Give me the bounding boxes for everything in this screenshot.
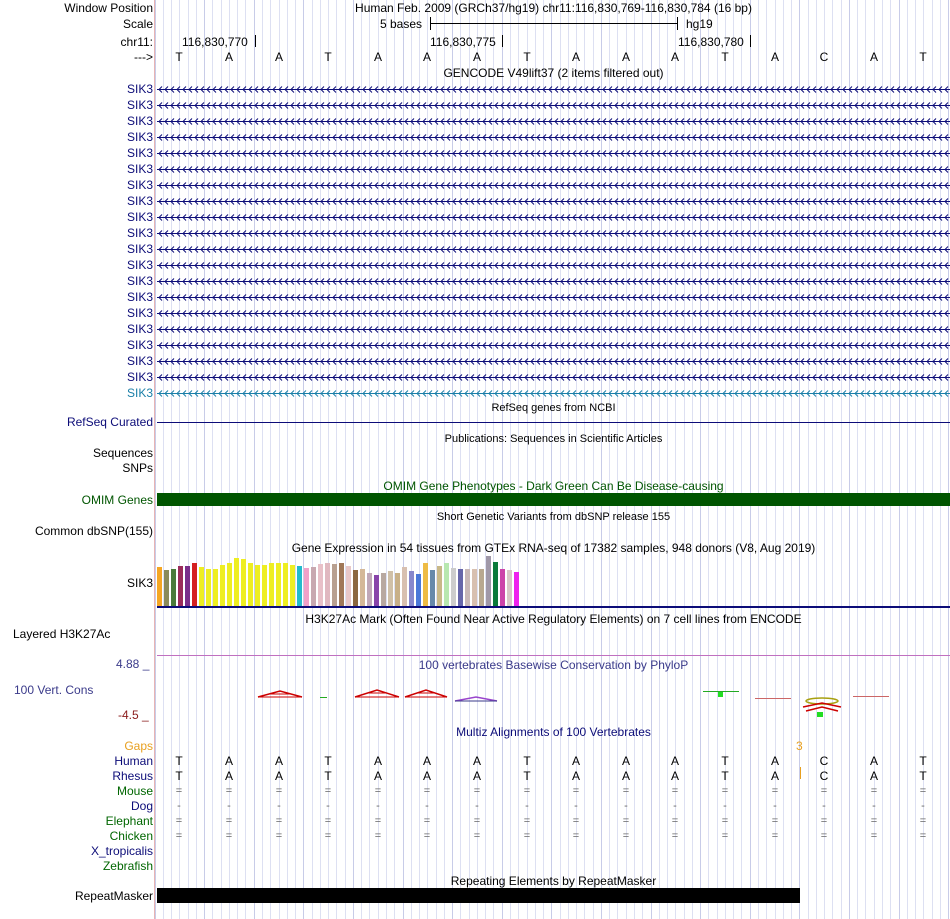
multiz-base: T [721,769,729,783]
multiz-base: - [872,800,876,812]
gencode-gene-label[interactable]: SIK3 [126,130,153,144]
reference-base: T [324,50,332,64]
multiz-base: A [571,754,580,768]
gencode-track-title: GENCODE V49lift37 (2 items filtered out) [443,66,664,80]
multiz-species-label[interactable]: Human [114,754,153,768]
multiz-base: - [673,800,677,812]
repeatmasker-track-title: Repeating Elements by RepeatMasker [450,874,657,888]
gencode-gene-label[interactable]: SIK3 [126,162,153,176]
multiz-base: - [574,800,578,812]
multiz-base: A [422,754,431,768]
chrom-label: chr11: [120,35,153,49]
reference-base: A [571,50,580,64]
multiz-gaps-count: 3 [796,739,803,753]
multiz-base: A [869,769,878,783]
multiz-base: - [624,800,628,812]
multiz-base: = [225,815,233,827]
multiz-base: = [771,815,779,827]
refseq-track-title: RefSeq genes from NCBI [491,402,616,414]
publications-track-title: Publications: Sequences in Scientific Articles [444,433,663,445]
multiz-base: = [771,785,779,797]
multiz-base: A [422,769,431,783]
multiz-base: = [225,785,233,797]
multiz-base: A [472,754,481,768]
gencode-gene-label[interactable]: SIK3 [126,306,153,320]
multiz-base: - [326,800,330,812]
reference-base: T [175,50,183,64]
gencode-gene-label[interactable]: SIK3 [126,242,153,256]
multiz-base: = [423,785,431,797]
multiz-track-title: Multiz Alignments of 100 Vertebrates [456,725,651,739]
multiz-base: T [721,754,729,768]
multiz-base: = [572,830,580,842]
multiz-gap-marker [800,767,801,779]
gtex-track-label[interactable]: SIK3 [126,576,153,590]
reference-base: A [670,50,679,64]
multiz-base: = [275,815,283,827]
multiz-base: = [671,815,679,827]
multiz-base: = [225,830,233,842]
multiz-base: = [919,785,927,797]
gencode-gene-label[interactable]: SIK3 [126,178,153,192]
multiz-base: = [671,830,679,842]
multiz-base: = [523,815,531,827]
gencode-gene-label[interactable]: SIK3 [126,338,153,352]
multiz-base: - [277,800,281,812]
multiz-base: = [175,785,183,797]
reference-base: A [869,50,878,64]
multiz-base: = [523,830,531,842]
multiz-base: - [177,800,181,812]
multiz-base: A [621,754,630,768]
multiz-base: - [525,800,529,812]
h3k27ac-track-title: H3K27Ac Mark (Often Found Near Active Regulatory Elements) on 7 cell lines from ENCODE [305,612,802,626]
gencode-gene-label[interactable]: SIK3 [126,370,153,384]
multiz-base: - [723,800,727,812]
multiz-base: = [473,785,481,797]
reference-base: T [919,50,927,64]
multiz-base: T [175,769,183,783]
multiz-base: = [423,815,431,827]
multiz-base: T [175,754,183,768]
multiz-base: A [373,769,382,783]
reference-base: A [224,50,233,64]
multiz-base: - [376,800,380,812]
position-tick-3: 116,830,780 [678,35,744,49]
reference-base: A [422,50,431,64]
h3k27ac-track-label[interactable]: Layered H3K27Ac [13,627,111,641]
refseq-track-label[interactable]: RefSeq Curated [66,415,153,429]
gencode-gene-label[interactable]: SIK3 [126,226,153,240]
multiz-base: A [274,769,283,783]
gencode-gene-label[interactable]: SIK3 [126,146,153,160]
multiz-base: T [919,769,927,783]
multiz-base: = [374,815,382,827]
scale-label: Scale [122,17,153,31]
multiz-base: C [819,754,829,768]
multiz-base: T [324,754,332,768]
multiz-base: - [773,800,777,812]
repeatmasker-track-label[interactable]: RepeatMasker [74,889,153,903]
repeat-element-bar[interactable] [157,888,800,903]
gencode-gene-label[interactable]: SIK3 [126,82,153,96]
multiz-base: = [324,815,332,827]
multiz-base: A [621,769,630,783]
multiz-base: T [523,769,531,783]
multiz-base: = [572,785,580,797]
multiz-base: = [622,830,630,842]
multiz-base: = [671,785,679,797]
multiz-base: T [919,754,927,768]
reference-base: T [523,50,531,64]
reference-base: C [819,50,829,64]
multiz-base: = [374,785,382,797]
multiz-base: = [622,785,630,797]
gencode-gene-label[interactable]: SIK3 [126,210,153,224]
multiz-base: = [820,815,828,827]
reference-base: T [721,50,729,64]
multiz-base: A [869,754,878,768]
multiz-base: A [571,769,580,783]
reference-base: A [472,50,481,64]
multiz-base: - [425,800,429,812]
multiz-base: = [870,815,878,827]
strand-label: ---> [134,50,153,64]
scale-db: hg19 [686,17,713,31]
multiz-base: - [227,800,231,812]
multiz-base: A [224,769,233,783]
gencode-gene-label[interactable]: SIK3 [126,194,153,208]
gencode-gene-label[interactable]: SIK3 [126,274,153,288]
multiz-base: = [771,830,779,842]
gencode-gene-label[interactable]: SIK3 [126,386,153,400]
phylop-min-label: -4.5 _ [118,708,149,722]
multiz-base: A [770,754,779,768]
multiz-base: = [324,830,332,842]
multiz-base: = [721,830,729,842]
multiz-base: = [870,830,878,842]
multiz-base: = [622,815,630,827]
multiz-base: - [475,800,479,812]
reference-base: A [770,50,779,64]
multiz-species-label[interactable]: Chicken [109,829,153,843]
multiz-base: A [224,754,233,768]
reference-base: A [621,50,630,64]
multiz-base: A [670,754,679,768]
multiz-base: = [275,785,283,797]
multiz-base: A [472,769,481,783]
multiz-species-label[interactable]: Mouse [116,784,153,798]
dbsnp-track-label[interactable]: Common dbSNP(155) [34,524,153,538]
multiz-species-label[interactable]: Rhesus [112,769,153,783]
publications-sequences-label[interactable]: Sequences [92,446,153,460]
multiz-base: = [820,785,828,797]
multiz-base: T [523,754,531,768]
multiz-base: = [473,830,481,842]
publications-snps-label[interactable]: SNPs [122,461,153,475]
multiz-base: T [324,769,332,783]
window-position-label: Window Position [64,1,153,15]
multiz-base: - [921,800,925,812]
gencode-gene-label[interactable]: SIK3 [126,290,153,304]
multiz-base: = [374,830,382,842]
multiz-base: = [820,830,828,842]
phylop-track-title: 100 vertebrates Basewise Conservation by PhyloP [418,658,689,672]
multiz-base: = [324,785,332,797]
reference-base: A [274,50,283,64]
gtex-track-title: Gene Expression in 54 tissues from GTEx RNA-seq of 17382 samples, 948 donors (V8, Aug 2019) [291,541,816,555]
multiz-base: = [473,815,481,827]
multiz-base: = [870,785,878,797]
multiz-base: A [373,754,382,768]
gencode-gene-label[interactable]: SIK3 [126,354,153,368]
multiz-species-label[interactable]: Zebrafish [102,859,153,873]
multiz-base: A [274,754,283,768]
phylop-track-label[interactable]: 100 Vert. Cons [14,683,94,697]
gencode-gene-label[interactable]: SIK3 [126,258,153,272]
multiz-base: = [175,830,183,842]
multiz-base: = [275,830,283,842]
omim-track-title: OMIM Gene Phenotypes - Dark Green Can Be Disease-causing [383,479,724,493]
reference-base: A [373,50,382,64]
position-tick-2: 116,830,775 [430,35,496,49]
assembly-position: Human Feb. 2009 (GRCh37/hg19) chr11:116,830,769-116,830,784 (16 bp) [355,1,752,15]
omim-track-label[interactable]: OMIM Genes [81,493,153,507]
multiz-base: = [423,830,431,842]
position-tick-1: 116,830,770 [182,35,248,49]
multiz-species-label[interactable]: Dog [130,799,153,813]
multiz-base: A [770,769,779,783]
multiz-base: = [919,830,927,842]
gencode-gene-label[interactable]: SIK3 [126,98,153,112]
multiz-species-label[interactable]: Elephant [105,814,153,828]
gencode-gene-label[interactable]: SIK3 [126,114,153,128]
multiz-base: = [721,815,729,827]
multiz-base: = [175,815,183,827]
multiz-gaps-label[interactable]: Gaps [124,739,153,753]
scale-text: 5 bases [380,17,423,31]
phylop-peaks [258,690,889,717]
multiz-base: = [919,815,927,827]
multiz-base: = [721,785,729,797]
multiz-base: - [822,800,826,812]
dbsnp-track-title: Short Genetic Variants from dbSNP release 155 [436,511,671,523]
phylop-max-label: 4.88 _ [116,657,150,671]
multiz-base: = [572,815,580,827]
multiz-base: C [819,769,829,783]
multiz-species-label[interactable]: X_tropicalis [90,844,153,858]
multiz-base: A [670,769,679,783]
multiz-base: = [523,785,531,797]
gencode-gene-label[interactable]: SIK3 [126,322,153,336]
